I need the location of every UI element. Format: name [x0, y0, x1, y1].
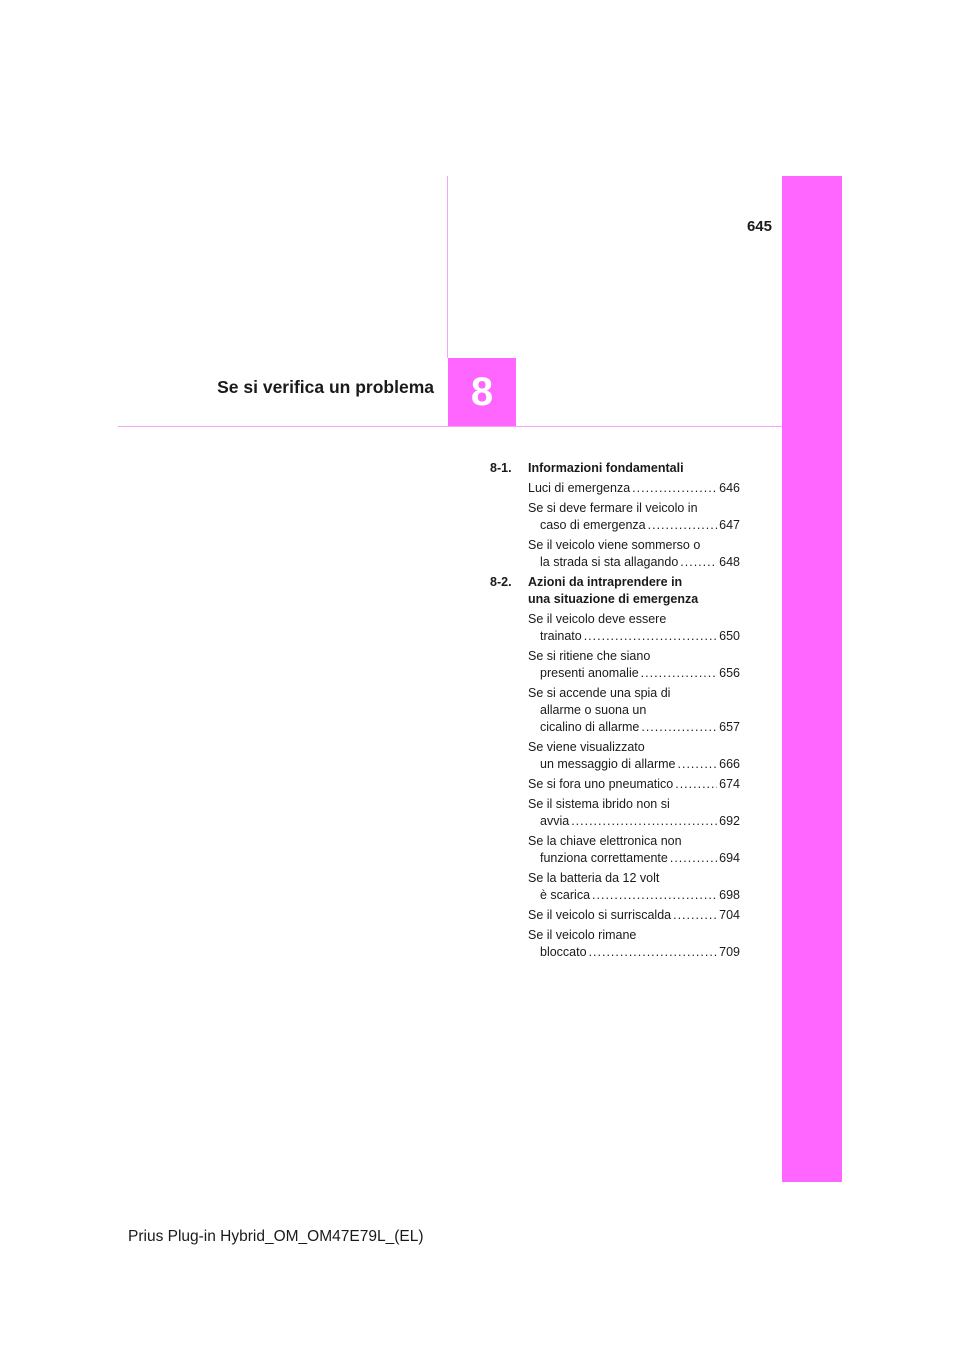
toc-dot-leader [648, 517, 718, 534]
toc-entry-text: Se il sistema ibrido non si [528, 797, 670, 811]
toc-page-number: 674 [719, 777, 740, 791]
toc-dot-leader [571, 813, 717, 830]
toc-entry-text: Se la chiave elettronica non [528, 834, 682, 848]
toc-page-number: 646 [719, 481, 740, 495]
toc-dot-leader [680, 554, 717, 571]
chapter-title: Se si verifica un problema [217, 377, 434, 397]
toc-section-title-line: Informazioni fondamentali [528, 461, 684, 475]
toc-entry-text: Luci di emergenza [528, 481, 631, 495]
toc-entry-text: bloccato [540, 945, 587, 959]
toc-entry[interactable] [528, 870, 740, 904]
toc-section-heading[interactable] [490, 574, 740, 608]
toc-entry-text: avvia [540, 814, 570, 828]
toc-dot-leader [641, 719, 717, 736]
toc-section-heading[interactable] [490, 460, 740, 477]
toc-page-number: 650 [719, 629, 740, 643]
toc-entry-text: è scarica [540, 888, 591, 902]
toc-dot-leader [589, 944, 718, 961]
toc-page-number: 647 [719, 518, 740, 532]
toc-entry-text: un messaggio di allarme [540, 757, 676, 771]
toc-entry[interactable] [528, 500, 740, 534]
horizontal-divider [118, 426, 782, 427]
toc-entry[interactable] [528, 739, 740, 773]
toc-entry[interactable] [528, 685, 740, 736]
toc-entry-text: Se si deve fermare il veicolo in [528, 501, 698, 515]
toc-entry[interactable] [528, 907, 740, 924]
toc-dot-leader [584, 628, 717, 645]
toc-dot-leader [641, 665, 717, 682]
toc-section [490, 460, 740, 571]
toc-page-number: 657 [719, 720, 740, 734]
toc-entry[interactable] [528, 833, 740, 867]
toc-page-number: 656 [719, 666, 740, 680]
page-number: 645 [746, 218, 772, 235]
toc-section-title-line: Azioni da intraprendere in [528, 575, 683, 589]
toc-entry[interactable] [528, 796, 740, 830]
toc-entry-text: presenti anomalie [540, 666, 639, 680]
chapter-number-box [448, 358, 516, 426]
toc-entry[interactable] [528, 480, 740, 497]
toc-entry[interactable] [528, 776, 740, 793]
toc-section-number: 8-2. [490, 575, 512, 589]
toc-section [490, 574, 740, 961]
toc-page-number: 709 [719, 945, 740, 959]
toc-dot-leader [675, 776, 717, 793]
toc-entry-text: caso di emergenza [540, 518, 646, 532]
toc-entry-text: cicalino di allarme [540, 720, 640, 734]
toc-entry-text: Se il veicolo si surriscalda [528, 908, 672, 922]
toc-entry[interactable] [528, 648, 740, 682]
toc-entry-text: Se si accende una spia di [528, 686, 671, 700]
toc-entry[interactable] [528, 611, 740, 645]
toc-entry-text: allarme o suona un [540, 703, 647, 717]
toc-entry-text: Se si ritiene che siano [528, 649, 651, 663]
toc-entry[interactable] [528, 537, 740, 571]
toc-entry-text: Se il veicolo viene sommerso o [528, 538, 701, 552]
footer-document-id: Prius Plug-in Hybrid_OM_OM47E79L_(EL) [128, 1228, 424, 1245]
toc-section-title [528, 574, 740, 608]
toc-entry[interactable] [528, 927, 740, 961]
vertical-divider [447, 176, 448, 358]
toc-entry-text: Se il veicolo deve essere [528, 612, 667, 626]
toc-page-number: 666 [719, 757, 740, 771]
toc-dot-leader [592, 887, 717, 904]
toc-page-number: 694 [719, 851, 740, 865]
toc-entry-text: funziona correttamente [540, 851, 668, 865]
table-of-contents [490, 460, 740, 964]
toc-entry-text: Se il veicolo rimane [528, 928, 637, 942]
toc-entry-text: Se la batteria da 12 volt [528, 871, 660, 885]
toc-dot-leader [670, 850, 717, 867]
toc-dot-leader [673, 907, 717, 924]
chapter-number: 8 [470, 369, 494, 414]
toc-entry-text: trainato [540, 629, 582, 643]
toc-section-title-line: una situazione di emergenza [528, 592, 699, 606]
toc-page-number: 704 [719, 908, 740, 922]
toc-entry-text: Se si fora uno pneumatico [528, 777, 674, 791]
chapter-tab-bar [782, 176, 842, 1182]
toc-entry-text: la strada si sta allagando [540, 555, 679, 569]
toc-page-number: 698 [719, 888, 740, 902]
toc-section-number: 8-1. [490, 461, 512, 475]
toc-page-number: 692 [719, 814, 740, 828]
toc-section-title [528, 460, 740, 477]
toc-dot-leader [678, 756, 718, 773]
toc-entry-text: Se viene visualizzato [528, 740, 645, 754]
toc-dot-leader [632, 480, 717, 497]
toc-page-number: 648 [719, 555, 740, 569]
